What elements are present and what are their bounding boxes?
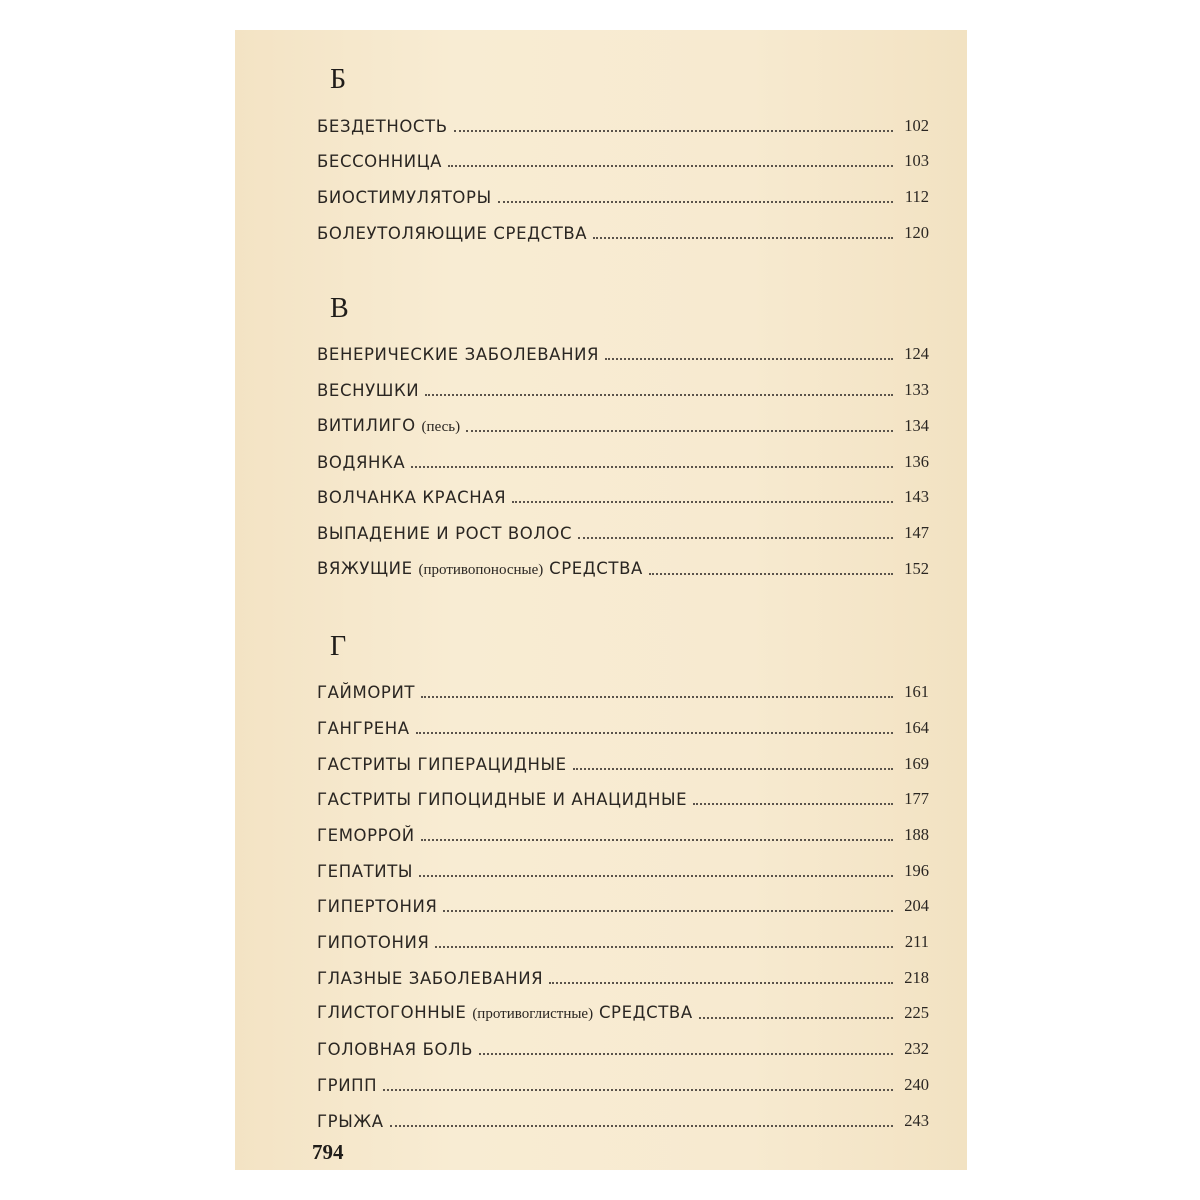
toc-entry: [317, 1059, 929, 1095]
entry-page-number: 147: [904, 522, 929, 542]
toc-entry: [317, 400, 929, 436]
entry-title-text: БЕССОННИЦА: [317, 152, 443, 172]
entry-title: [317, 345, 599, 364]
dot-leader: [448, 165, 893, 167]
entry-title: [317, 790, 687, 809]
dot-leader: [416, 732, 893, 734]
entry-title-text: ГЛИСТОГОННЫЕ: [317, 1003, 467, 1023]
entry-title-text: ГИПОТОНИЯ: [317, 933, 430, 953]
entry-page-number: 103: [904, 151, 929, 171]
entry-title-text: ГРИПП: [317, 1075, 378, 1095]
entry-title: [317, 826, 415, 845]
entry-title-text: ГОЛОВНАЯ БОЛЬ: [317, 1040, 474, 1060]
entry-list: [317, 329, 929, 579]
toc-entry: [317, 738, 929, 774]
section-letter: Г: [330, 630, 347, 662]
section-g: [317, 627, 929, 1131]
entry-title-text: ГЕМОРРОЙ: [317, 826, 415, 845]
entry-page-number: 120: [904, 222, 929, 242]
dot-leader: [421, 839, 893, 841]
entry-title-text: ГАСТРИТЫ ГИПОЦИДНЫЕ И АНАЦИДНЫЕ: [317, 790, 688, 810]
toc-entry: [317, 207, 929, 243]
entry-title-note: (противоглистные): [472, 1006, 594, 1023]
entry-title-suffix: СРЕДСТВА: [598, 1003, 693, 1023]
dot-leader: [466, 430, 893, 432]
entry-title-text: ГИПЕРТОНИЯ: [317, 897, 438, 917]
entry-title: [317, 719, 410, 738]
entry-page-number: 211: [904, 932, 929, 952]
toc-entry: [317, 1095, 929, 1131]
entry-list: [317, 667, 929, 1131]
entry-title: [317, 559, 643, 579]
entry-page-number: 133: [904, 380, 929, 400]
toc-entry: [317, 100, 929, 136]
entry-page-number: 225: [904, 1003, 929, 1023]
dot-leader: [443, 910, 893, 912]
entry-title: [317, 897, 437, 916]
dot-leader: [390, 1125, 893, 1127]
toc-entry: [317, 809, 929, 845]
dot-leader: [454, 130, 893, 132]
entry-title-text: ВОЛЧАНКА КРАСНАЯ: [317, 488, 507, 508]
dot-leader: [578, 537, 893, 539]
entry-title: [317, 152, 442, 171]
toc-entry: [317, 364, 929, 400]
dot-leader: [693, 803, 893, 805]
dot-leader: [593, 237, 893, 239]
dot-leader: [605, 358, 893, 360]
toc-entry: [317, 171, 929, 207]
entry-title-note: (противопоносные): [418, 561, 544, 578]
entry-title: [317, 933, 429, 952]
dot-leader: [419, 875, 893, 877]
dot-leader: [649, 573, 893, 575]
entry-title-text: ГЕПАТИТЫ: [317, 861, 414, 881]
entry-title-note: (песь): [421, 418, 461, 435]
entry-title-text: ГЛАЗНЫЕ ЗАБОЛЕВАНИЯ: [317, 968, 544, 988]
entry-page-number: 143: [904, 487, 929, 507]
entry-title: [317, 1040, 473, 1059]
book-page: [235, 30, 967, 1170]
section-letter: Б: [330, 64, 347, 95]
toc-entry: [317, 1023, 929, 1059]
entry-title-text: БЕЗДЕТНОСТЬ: [317, 116, 448, 136]
entry-title-text: ГАСТРИТЫ ГИПЕРАЦИДНЫЕ: [317, 754, 567, 774]
entry-title-text: ГРЫЖА: [317, 1111, 384, 1131]
section-letter: В: [330, 292, 349, 324]
entry-title-text: ВОДЯНКА: [317, 452, 406, 472]
entry-page-number: 218: [904, 967, 929, 987]
toc-entry: [317, 667, 929, 703]
toc-entry: [317, 881, 929, 917]
dot-leader: [699, 1017, 893, 1019]
entry-title: [317, 1112, 384, 1131]
entry-title: [317, 683, 415, 702]
entry-page-number: 177: [904, 789, 929, 809]
dot-leader: [411, 466, 893, 468]
section-v: [317, 289, 929, 579]
entry-title: [317, 1003, 693, 1023]
entry-list: [317, 100, 929, 243]
dot-leader: [573, 768, 893, 770]
entry-page-number: 164: [904, 717, 929, 737]
entry-page-number: 204: [904, 896, 929, 916]
entry-page-number: 112: [904, 187, 929, 207]
dot-leader: [512, 501, 893, 503]
entry-title: [317, 453, 405, 472]
entry-title-text: ВЕСНУШКИ: [317, 381, 420, 401]
entry-title-text: ГАНГРЕНА: [317, 718, 410, 738]
toc-entry: [317, 952, 929, 988]
entry-title: [317, 524, 572, 543]
section-b: [317, 60, 929, 243]
entry-page-number: 232: [904, 1039, 929, 1059]
toc-entry: [317, 436, 929, 472]
toc-entry: [317, 774, 929, 810]
dot-leader: [421, 696, 893, 698]
dot-leader: [549, 982, 893, 984]
dot-leader: [435, 946, 893, 948]
entry-title-text: БОЛЕУТОЛЯЮЩИЕ СРЕДСТВА: [317, 223, 588, 243]
dot-leader: [383, 1089, 893, 1091]
toc-entry: [317, 916, 929, 952]
toc-entry: [317, 472, 929, 508]
entry-page-number: 124: [904, 344, 929, 364]
entry-title: [317, 117, 448, 136]
entry-title: [317, 1076, 377, 1095]
entry-title-text: ГАЙМОРИТ: [317, 683, 416, 703]
entry-title: [317, 188, 492, 207]
toc-entry: [317, 702, 929, 738]
entry-title: [317, 488, 506, 507]
entry-title-text: ВЫПАДЕНИЕ И РОСТ ВОЛОС: [317, 523, 573, 543]
entry-title-text: ВЯЖУЩИЕ: [317, 558, 413, 578]
toc-entry: [317, 543, 929, 579]
entry-title: [317, 416, 460, 436]
page-number: 794: [312, 1140, 344, 1164]
toc-entry: [317, 136, 929, 172]
dot-leader: [479, 1053, 893, 1055]
entry-page-number: 169: [904, 753, 929, 773]
entry-page-number: 188: [904, 825, 929, 844]
toc-entry: [317, 329, 929, 365]
entry-title: [317, 969, 543, 988]
entry-title-suffix: СРЕДСТВА: [549, 558, 643, 578]
entry-title-text: БИОСТИМУЛЯТОРЫ: [317, 188, 492, 208]
table-of-contents: [317, 60, 929, 1131]
entry-title: [317, 381, 419, 400]
entry-page-number: 196: [904, 860, 929, 880]
dot-leader: [425, 394, 893, 396]
toc-entry: [317, 845, 929, 881]
entry-page-number: 161: [904, 682, 929, 702]
entry-page-number: 134: [904, 415, 929, 435]
toc-entry: [317, 988, 929, 1024]
entry-page-number: 243: [904, 1110, 929, 1130]
entry-title: [317, 755, 567, 774]
entry-page-number: 152: [904, 558, 929, 578]
entry-page-number: 136: [904, 451, 929, 471]
entry-title: [317, 224, 587, 243]
toc-entry: [317, 507, 929, 543]
entry-page-number: 102: [904, 115, 929, 135]
dot-leader: [498, 201, 893, 203]
entry-title-text: ВЕНЕРИЧЕСКИЕ ЗАБОЛЕВАНИЯ: [317, 345, 600, 365]
entry-title: [317, 862, 413, 881]
entry-page-number: 240: [904, 1074, 929, 1094]
entry-title-text: ВИТИЛИГО: [317, 415, 416, 435]
